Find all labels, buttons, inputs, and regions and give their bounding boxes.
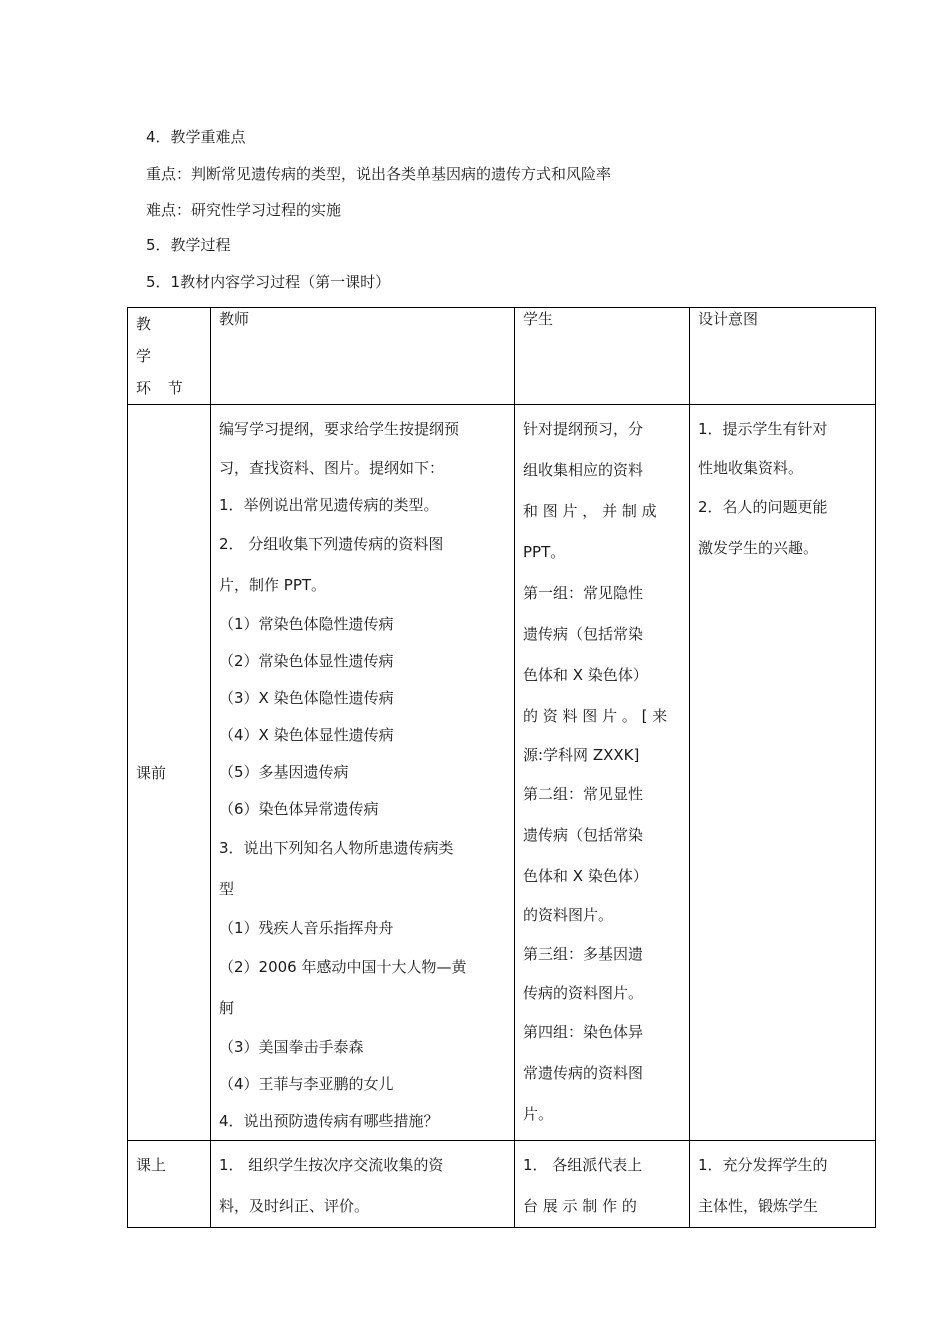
intent-line: 激发学生的兴趣。 bbox=[698, 539, 819, 557]
header-stage bbox=[128, 308, 211, 405]
student-line: 第二组：常见显性 bbox=[523, 785, 644, 803]
teacher-cell bbox=[211, 1141, 515, 1228]
teacher-line: （1）残疾人音乐指挥舟舟 bbox=[219, 919, 394, 937]
lesson-process-table bbox=[127, 307, 876, 1228]
teacher-line: （3）X 染色体隐性遗传病 bbox=[219, 689, 394, 707]
difficult-point-text: 难点：研究性学习过程的实施 bbox=[146, 201, 342, 219]
student-line: 色体和 X 染色体） bbox=[523, 666, 648, 684]
student-line: PPT。 bbox=[523, 543, 566, 561]
table-header-row bbox=[128, 308, 876, 405]
teacher-line: 3．说出下列知名人物所患遗传病类 bbox=[219, 839, 454, 857]
student-line: 常遗传病的资料图 bbox=[523, 1064, 644, 1082]
intent-line: 1．充分发挥学生的 bbox=[698, 1156, 828, 1174]
header-intent: 设计意图 bbox=[690, 308, 876, 405]
student-cell bbox=[515, 405, 690, 1141]
teacher-line: （5）多基因遗传病 bbox=[219, 763, 349, 781]
header-teacher: 教师 bbox=[211, 308, 515, 405]
student-line: 第一组：常见隐性 bbox=[523, 584, 644, 602]
teacher-line: （6）染色体异常遗传病 bbox=[219, 800, 379, 818]
teacher-line: 1． 组织学生按次序交流收集的资 bbox=[219, 1156, 444, 1174]
teacher-line: 4．说出预防遗传病有哪些措施？ bbox=[219, 1112, 439, 1130]
intent-line: 2．名人的问题更能 bbox=[698, 498, 828, 516]
intent-line: 性地收集资料。 bbox=[698, 459, 804, 477]
header-stage-line2: 环 节 bbox=[136, 379, 189, 397]
student-cell bbox=[515, 1141, 690, 1228]
student-line: 片。 bbox=[523, 1105, 554, 1123]
teacher-line: 2． 分组收集下列遗传病的资料图 bbox=[219, 535, 444, 553]
student-line: 台 展 示 制 作 的 bbox=[523, 1197, 637, 1215]
teacher-line: （2）常染色体显性遗传病 bbox=[219, 652, 394, 670]
key-point-text: 重点：判断常见遗传病的类型，说出各类单基因病的遗传方式和风险率 bbox=[146, 165, 612, 183]
teacher-line: 型 bbox=[219, 880, 235, 898]
teacher-line: 习，查找资料、图片。提纲如下： bbox=[219, 459, 445, 477]
teacher-cell bbox=[211, 405, 515, 1141]
teacher-line: 料，及时纠正、评价。 bbox=[219, 1197, 370, 1215]
student-line: 第四组：染色体异 bbox=[523, 1023, 644, 1041]
student-line: 1． 各组派代表上 bbox=[523, 1156, 643, 1174]
table-row bbox=[128, 1141, 876, 1228]
table-row bbox=[128, 405, 876, 1141]
student-line: 的 资 料 图 片 。 [ 来 bbox=[523, 707, 668, 725]
teacher-line: （3）美国拳击手泰森 bbox=[219, 1038, 364, 1056]
teacher-line: 片，制作 PPT。 bbox=[219, 576, 327, 594]
intent-cell bbox=[690, 1141, 876, 1228]
teacher-line: （4）王菲与李亚鹏的女儿 bbox=[219, 1075, 394, 1093]
student-line: 的资料图片。 bbox=[523, 906, 614, 924]
student-line: 传病的资料图片。 bbox=[523, 984, 644, 1002]
stage-cell: 课前 bbox=[128, 405, 211, 1141]
teacher-line: 编写学习提纲，要求给学生按提纲预 bbox=[219, 420, 460, 438]
student-line: 源:学科网 ZXXK] bbox=[523, 746, 640, 764]
student-line: 遗传病（包括常染 bbox=[523, 625, 644, 643]
student-line: 针对提纲预习，分 bbox=[523, 420, 644, 438]
student-line: 色体和 X 染色体） bbox=[523, 867, 648, 885]
teacher-line: 1．举例说出常见遗传病的类型。 bbox=[219, 496, 439, 514]
subsection-heading-lesson: 5．1教材内容学习过程（第一课时） bbox=[146, 273, 391, 291]
teacher-line: （4）X 染色体显性遗传病 bbox=[219, 726, 394, 744]
stage-label: 课上 bbox=[136, 1156, 167, 1174]
student-line: 遗传病（包括常染 bbox=[523, 826, 644, 844]
stage-cell bbox=[128, 1141, 211, 1228]
section-heading-key-points: 4．教学重难点 bbox=[146, 128, 246, 146]
intent-line: 1．提示学生有针对 bbox=[698, 420, 828, 438]
teacher-line: （2）2006 年感动中国十大人物—黄 bbox=[219, 958, 467, 976]
intent-cell bbox=[690, 405, 876, 1141]
student-line: 和 图 片 ， 并 制 成 bbox=[523, 502, 657, 520]
student-line: 第三组：多基因遗 bbox=[523, 945, 644, 963]
header-student: 学生 bbox=[515, 308, 690, 405]
teacher-line: 舸 bbox=[219, 999, 235, 1017]
section-heading-process: 5．教学过程 bbox=[146, 236, 231, 254]
student-line: 组收集相应的资料 bbox=[523, 461, 644, 479]
teacher-line: （1）常染色体隐性遗传病 bbox=[219, 615, 394, 633]
header-stage-line1: 教 学 bbox=[136, 315, 170, 365]
intent-line: 主体性，锻炼学生 bbox=[698, 1197, 819, 1215]
